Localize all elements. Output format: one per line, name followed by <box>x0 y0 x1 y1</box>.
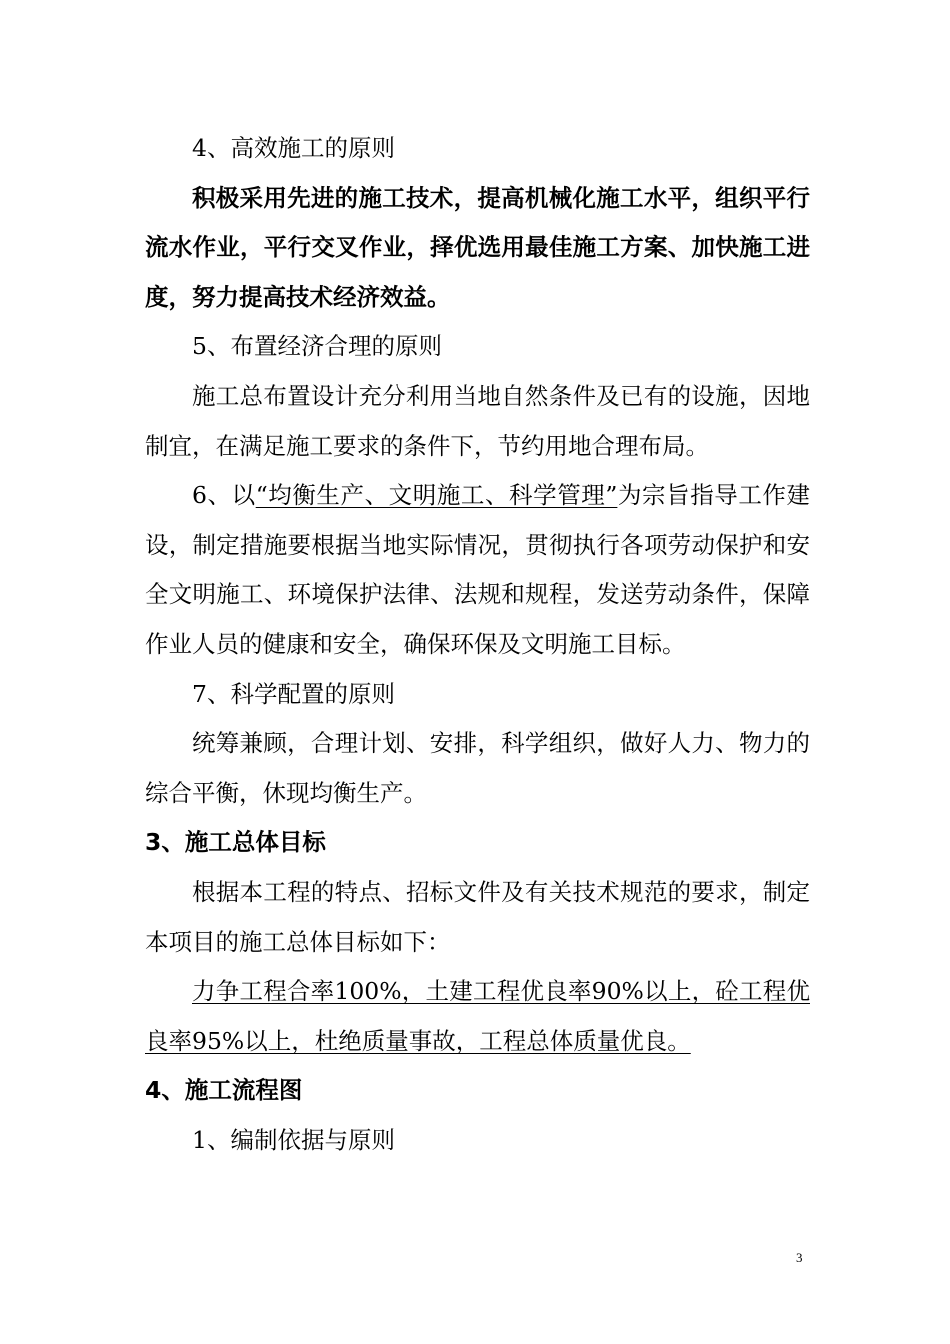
principle-5-heading: 5、布置经济合理的原则 <box>192 332 442 361</box>
principle-4-heading: 4、高效施工的原则 <box>192 134 395 162</box>
principle-5-text: 施工总布置设计充分利用当地自然条件及已有的设施，因地制宜，在满足施工要求的条件下，节约用地合理布局。 <box>145 381 810 460</box>
section-3-intro: 根据本工程的特点、招标文件及有关技术规范的要求，制定本项目的施工总体目标如下： <box>145 877 810 956</box>
principle-4-text: 积极采用先进的施工技术，提高机械化施工水平，组织平行流水作业，平行交叉作业，择优选用最佳施工方案、加快施工进度，努力提高技术经济效益。 <box>145 183 810 311</box>
principle-6-text: 为宗旨指导工作建设，制定措施要根据当地实际情况，贯彻执行各项劳动保护和安全文明施工、环境保护法律、法规和规程，发送劳动条件，保障作业人员的健康和安全，确保环保及文明施工目标。 <box>145 481 811 658</box>
principle-7-heading: 7、科学配置的原则 <box>192 679 395 708</box>
section-4-heading: 4、施工流程图 <box>145 1076 303 1105</box>
principle-6-prefix: 6、以 <box>192 481 256 510</box>
page-number: 3 <box>796 1250 803 1265</box>
principle-7-text: 统筹兼顾，合理计划、安排，科学组织，做好人力、物力的综合平衡，休现均衡生产。 <box>145 729 810 807</box>
quality-target-text: 力争工程合率100%，土建工程优良率90%以上，砼工程优良率95%以上，杜绝质量事故，工程总体质量优良。 <box>145 977 810 1055</box>
principle-6-motto: “均衡生产、文明施工、科学管理” <box>255 481 618 510</box>
section-3-heading: 3、施工总体目标 <box>145 828 326 857</box>
principle-6-paragraph <box>145 471 810 669</box>
subsection-1-heading: 1、编制依据与原则 <box>192 1125 395 1154</box>
document-body <box>145 124 810 1165</box>
quality-target-paragraph <box>145 967 810 1066</box>
